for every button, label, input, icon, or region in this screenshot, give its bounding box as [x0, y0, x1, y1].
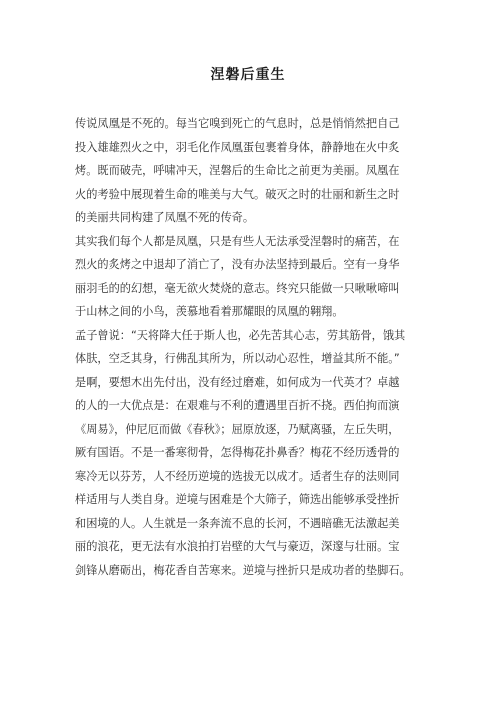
text-line: 的人的一大优点是：在艰难与不利的遭遇里百折不挠。西伯拘而演 [75, 399, 400, 412]
text-line: 样适用与人类自身。逆境与困难是个大筛子，筛选出能够承受挫折 [75, 493, 400, 506]
text-line: 烈火的炙烤之中退却了消亡了，没有办法坚持到最后。空有一身华 [75, 258, 400, 271]
text-line: 丽羽毛的的幻想，毫无欲火焚烧的意志。终究只能做一只啾啾啼叫 [75, 281, 400, 295]
text-line: 孟子曾说：“天将降大任于斯人也，必先苦其心志，劳其筋骨，饿其 [75, 328, 406, 342]
text-line: 火的考验中展现着生命的唯美与大气。破灭之时的壮丽和新生之时 [75, 187, 400, 201]
text-line: 厥有国语。不是一番寒彻骨，怎得梅花扑鼻香？梅花不经历透骨的 [75, 446, 400, 459]
text-line: 体肤，空乏其身，行佛乱其所为，所以动心忍性，增益其所不能。” [75, 352, 400, 365]
text-line: 剑锋从磨砺出，梅花香自苦寒来。逆境与挫折只是成功者的垫脚石。 [75, 563, 411, 577]
text-line: 其实我们每个人都是凤凰，只是有些人无法承受涅磐时的痛苦，在 [75, 234, 400, 248]
text-line: 的美丽共同构建了凤凰不死的传奇。 [75, 211, 255, 224]
text-line: 传说凤凰是不死的。每当它嗅到死亡的气息时，总是悄悄然把自己 [75, 117, 400, 130]
body-text [75, 112, 435, 582]
text-line: 是啊，要想木出先付出，没有经过磨难，如何成为一代英才？卓越 [75, 375, 400, 389]
text-line: 投入雄雄烈火之中，羽毛化作凤凰蛋包裹着身体，静静地在火中炙 [75, 140, 400, 154]
text-line: 于山林之间的小鸟，羡慕地看着那耀眼的凤凰的翱翔。 [75, 305, 344, 318]
text-line: 《周易》，仲尼厄而做《春秋》；屈原放逐，乃赋离骚，左丘失明， [75, 422, 400, 436]
text-line: 丽的浪花，更无法有水浪拍打岩壁的大气与豪迈，深邃与壮丽。宝 [75, 540, 400, 553]
text-line: 和困境的人。人生就是一条奔流不息的长河，不遇暗礁无法激起美 [75, 516, 400, 530]
text-line: 烤。既而破壳，呼啸冲天，涅磐后的生命比之前更为美丽。凤凰在 [75, 164, 400, 177]
page-title: 涅磐后重生 [210, 67, 286, 83]
text-line: 寒冷无以芬芳，人不经历逆境的选拔无以成才。适者生存的法则同 [75, 469, 400, 483]
